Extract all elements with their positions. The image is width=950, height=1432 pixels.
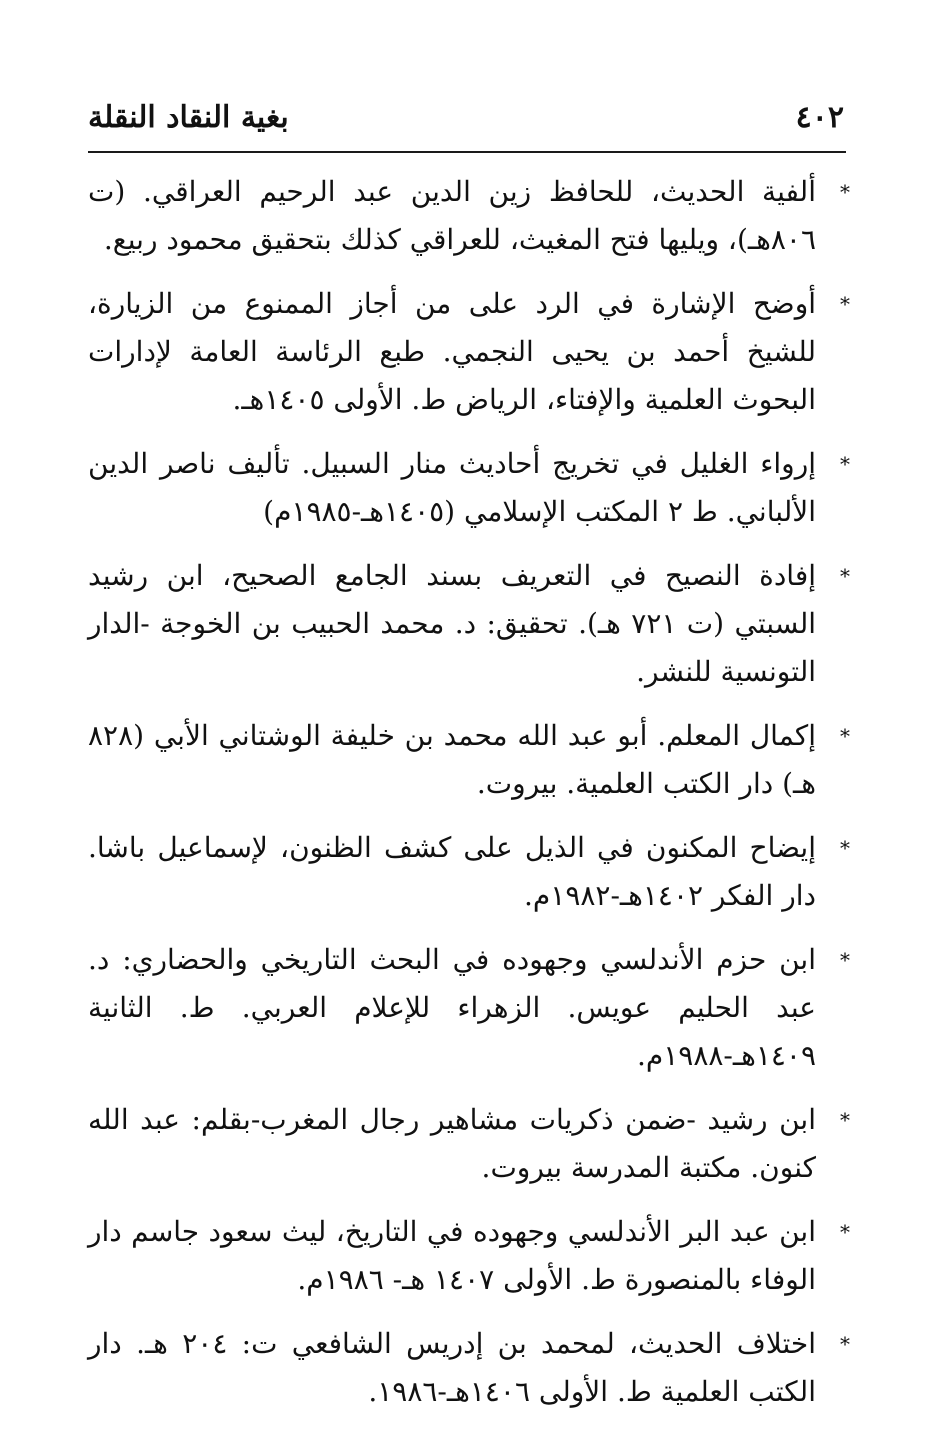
bullet-star-icon: * xyxy=(840,292,850,316)
bibliography-entry xyxy=(88,168,850,264)
bullet-star-icon: * xyxy=(840,1220,850,1244)
bibliography-entry xyxy=(88,1208,850,1304)
entry-text: اختلاف الحديث، لمحمد بن إدريس الشافعي ت: ٢٠٤ هـ. دار الكتب العلمية ط. الأولى ١٤٠٦هـ-١٩٨٦. xyxy=(88,1327,816,1408)
bibliography-entry xyxy=(88,824,850,920)
bibliography-list xyxy=(88,168,850,1432)
bullet-star-icon: * xyxy=(840,180,850,204)
bullet-star-icon: * xyxy=(840,836,850,860)
bullet-star-icon: * xyxy=(840,564,850,588)
entry-text: أوضح الإشارة في الرد على من أجاز الممنوع من الزيارة، للشيخ أحمد بن يحيى النجمي. طبع الرئاسة العامة لإدارات البحوث العلمية والإفتاء، الرياض ط. الأولى ١٤٠٥هـ. xyxy=(88,287,816,416)
entry-text: إيضاح المكنون في الذيل على كشف الظنون، لإسماعيل باشا. دار الفكر ١٤٠٢هـ-١٩٨٢م. xyxy=(88,831,816,912)
entry-text: ابن رشيد -ضمن ذكريات مشاهير رجال المغرب-بقلم: عبد الله كنون. مكتبة المدرسة بيروت. xyxy=(88,1103,816,1184)
page-number: ٤٠٢ xyxy=(795,99,844,135)
book-title: بغية النقاد النقلة xyxy=(88,99,289,135)
bullet-star-icon: * xyxy=(840,452,850,476)
bullet-star-icon: * xyxy=(840,724,850,748)
bullet-star-icon: * xyxy=(840,948,850,972)
entry-text: ألفية الحديث، للحافظ زين الدين عبد الرحيم العراقي. (ت ٨٠٦هـ)، ويليها فتح المغيث، للعراقي كذلك بتحقيق محمود ربيع. xyxy=(88,175,816,256)
bibliography-entry xyxy=(88,552,850,696)
bibliography-entry xyxy=(88,440,850,536)
bullet-star-icon: * xyxy=(840,1108,850,1132)
entry-text: إرواء الغليل في تخريج أحاديث منار السبيل. تأليف ناصر الدين الألباني. ط ٢ المكتب الإسلامي (١٤٠٥هـ-١٩٨٥م) xyxy=(88,447,817,528)
entry-text: ابن عبد البر الأندلسي وجهوده في التاريخ، ليث سعود جاسم دار الوفاء بالمنصورة ط. الأولى ١٤٠٧ هـ- ١٩٨٦م. xyxy=(88,1215,816,1296)
bibliography-entry xyxy=(88,712,850,808)
bullet-star-icon: * xyxy=(840,1332,850,1356)
bibliography-entry xyxy=(88,280,850,424)
page-header xyxy=(88,92,844,142)
header-divider xyxy=(88,151,846,153)
entry-text: إكمال المعلم. أبو عبد الله محمد بن خليفة الوشتاني الأبي (٨٢٨ هـ) دار الكتب العلمية. بيروت. xyxy=(88,719,816,800)
bibliography-entry xyxy=(88,936,850,1080)
bibliography-entry xyxy=(88,1320,850,1416)
bibliography-entry xyxy=(88,1096,850,1192)
entry-text: إفادة النصيح في التعريف بسند الجامع الصحيح، ابن رشيد السبتي (ت ٧٢١ هـ). تحقيق: د. محمد الحبيب بن الخوجة -الدار التونسية للنشر. xyxy=(88,559,816,688)
entry-text: ابن حزم الأندلسي وجهوده في البحث التاريخي والحضاري: د. عبد الحليم عويس. الزهراء للإعلام العربي. ط. الثانية ١٤٠٩هـ-١٩٨٨م. xyxy=(88,943,816,1072)
